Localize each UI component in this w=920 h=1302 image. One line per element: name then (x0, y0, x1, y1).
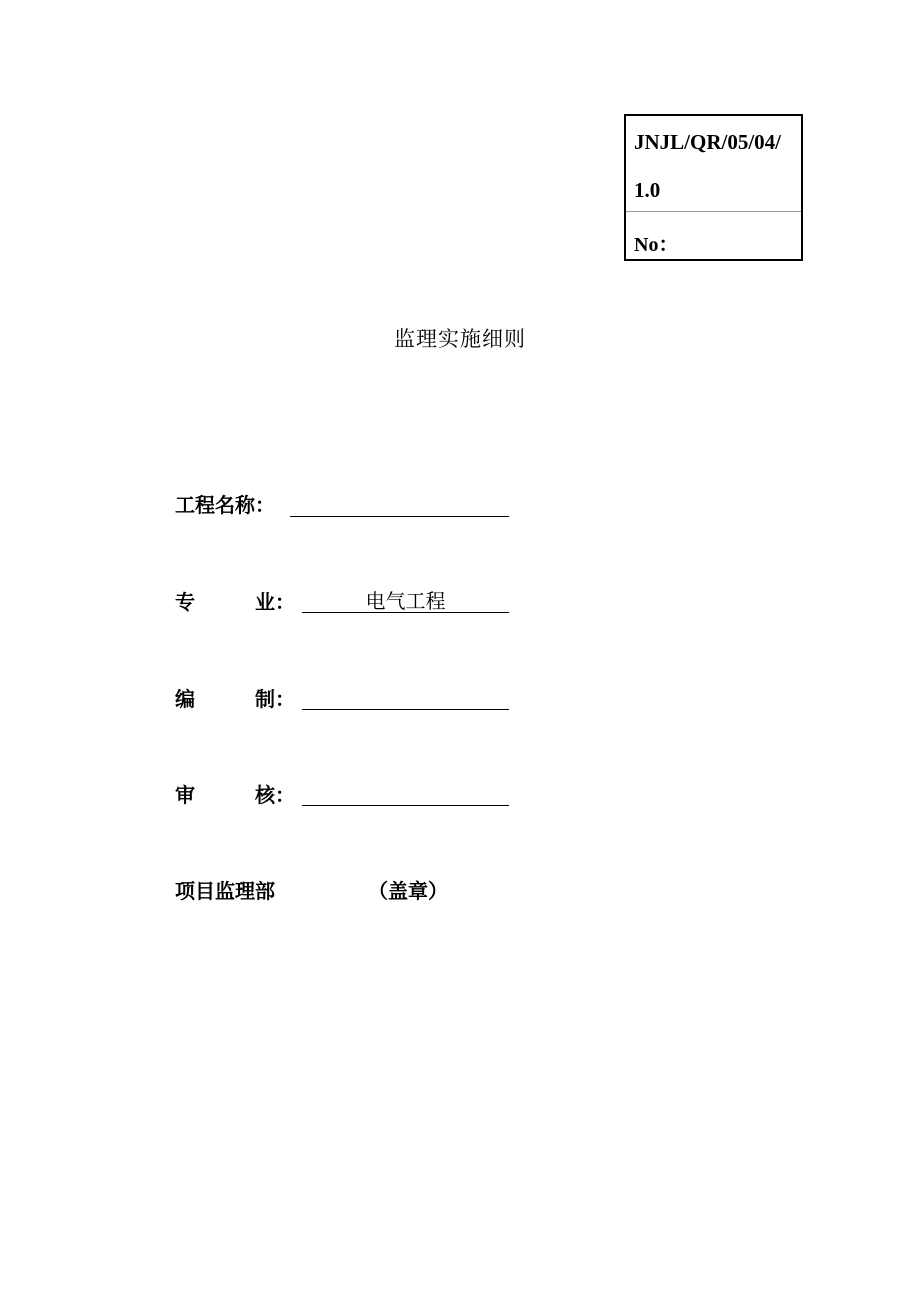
document-code: JNJL/QR/05/04/ (634, 130, 782, 154)
project-name-label: 工程名称： (175, 493, 275, 517)
compiled-by-label-char1: 编 (175, 687, 195, 711)
document-code-section (626, 116, 801, 212)
project-name-field (290, 488, 509, 517)
specialty-value: 电气工程 (365, 589, 446, 613)
document-title: 监理实施细则 (394, 327, 526, 351)
reviewed-by-field (302, 777, 509, 806)
compiled-by-field (302, 681, 509, 710)
compiled-by-label-char2: 制： (255, 687, 295, 711)
document-version: 1.0 (634, 178, 661, 202)
reviewed-by-label-char2: 核： (255, 783, 295, 807)
specialty-label-char2: 业： (255, 590, 295, 614)
reviewed-by-label-char1: 审 (175, 783, 195, 807)
department-label: 项目监理部 (175, 879, 275, 903)
document-code-box (624, 114, 803, 261)
specialty-label-char1: 专 (175, 590, 195, 614)
stamp-note: （盖章） (368, 879, 448, 903)
document-number-label: No： (634, 234, 679, 256)
